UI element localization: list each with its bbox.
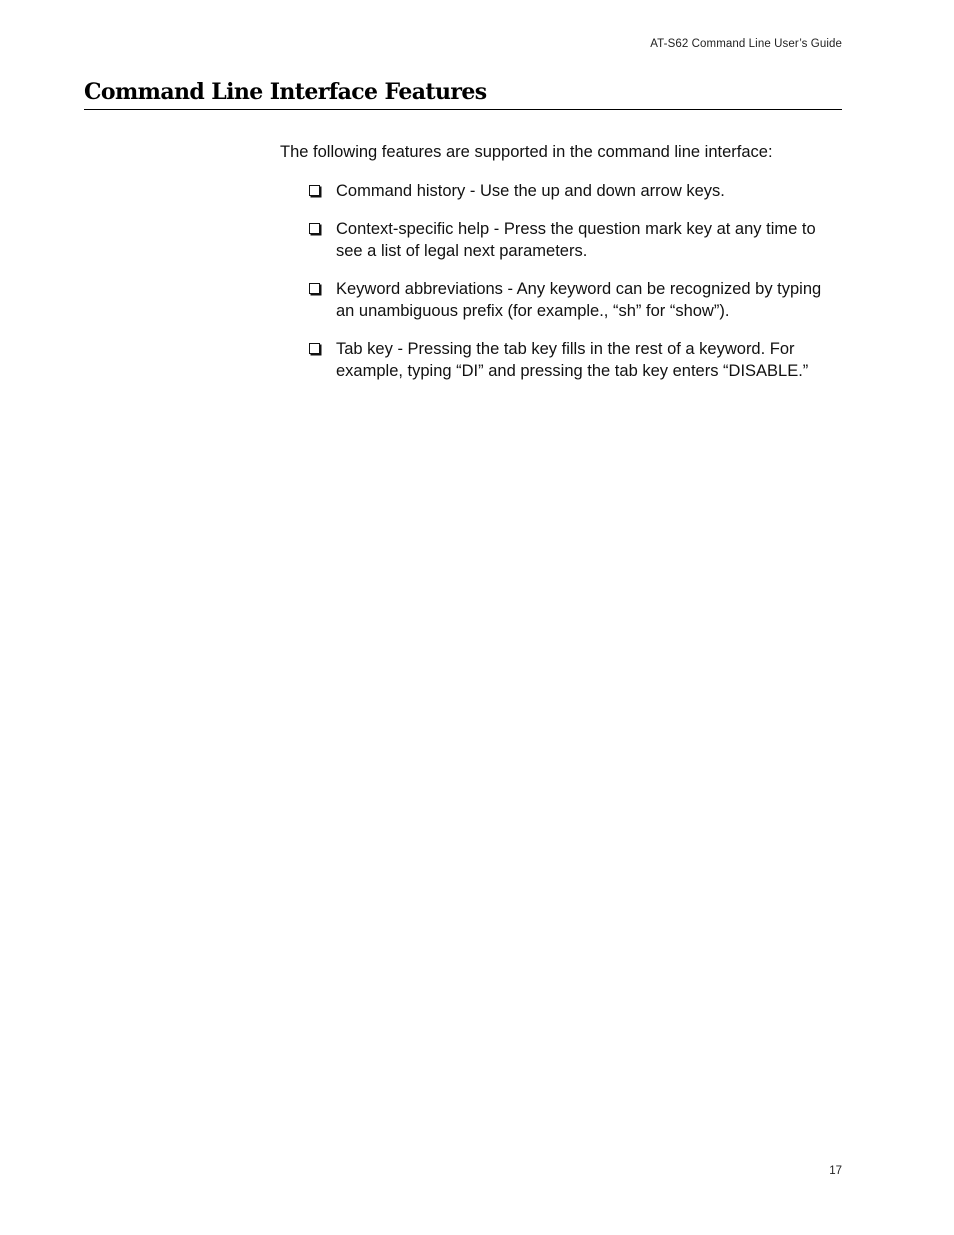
checkbox-bullet-icon	[309, 185, 320, 196]
section-title: Command Line Interface Features	[84, 78, 842, 110]
checkbox-bullet-icon	[309, 343, 320, 354]
page-number: 17	[829, 1165, 842, 1177]
feature-item-tab-key	[280, 338, 844, 382]
feature-text: Context-specific help - Press the question mark key at any time to see a list of legal next parameters.	[336, 220, 816, 260]
feature-text: Tab key - Pressing the tab key fills in the rest of a keyword. For example, typing “DI” and pressing the tab key enters “DISABLE.”	[336, 340, 809, 380]
checkbox-bullet-icon	[309, 223, 320, 234]
feature-list	[280, 180, 844, 382]
intro-paragraph: The following features are supported in the command line interface:	[280, 143, 773, 161]
section-body	[280, 141, 844, 398]
feature-item-keyword-abbreviations	[280, 278, 844, 322]
feature-text: Command history - Use the up and down arrow keys.	[336, 182, 725, 200]
feature-text: Keyword abbreviations - Any keyword can be recognized by typing an unambiguous prefix (for example., “sh” for “show”).	[336, 280, 822, 320]
feature-item-command-history	[280, 180, 844, 202]
feature-item-context-help	[280, 218, 844, 262]
running-header: AT-S62 Command Line User’s Guide	[650, 38, 842, 50]
checkbox-bullet-icon	[309, 283, 320, 294]
